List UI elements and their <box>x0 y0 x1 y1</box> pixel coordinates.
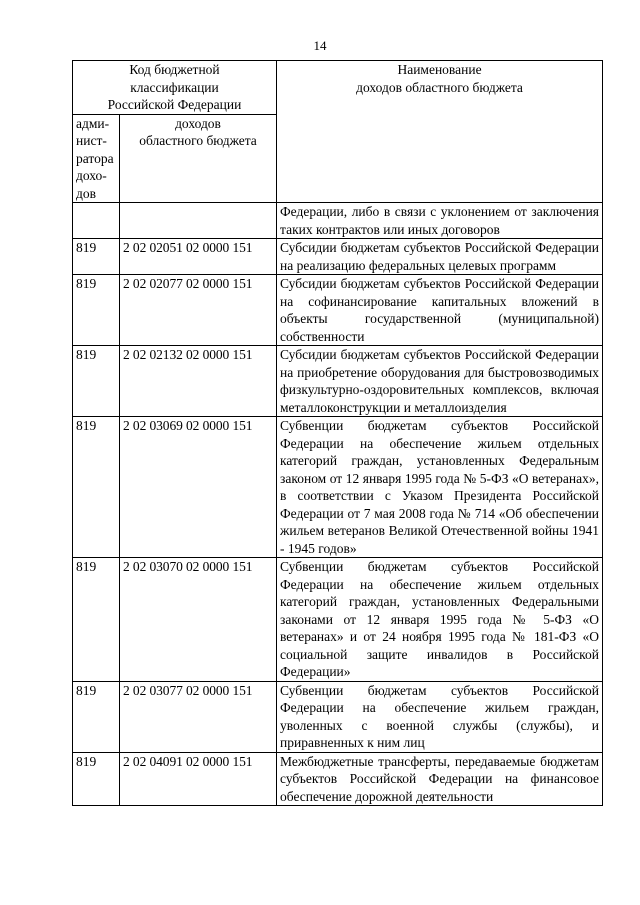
table-row <box>73 558 603 682</box>
table-row <box>73 239 603 275</box>
income-code-cell: 2 02 02051 02 0000 151 <box>120 239 277 275</box>
header-income-column-label: доходов областного бюджета <box>139 115 257 148</box>
table-body <box>73 203 603 806</box>
income-code-cell: 2 02 03069 02 0000 151 <box>120 417 277 558</box>
table-row <box>73 681 603 752</box>
header-name-column-label: Наименование доходов областного бюджета <box>356 62 523 95</box>
admin-code-cell: 819 <box>73 239 120 275</box>
admin-code-cell: 819 <box>73 417 120 558</box>
table-row <box>73 346 603 417</box>
income-name-cell: Субвенции бюджетам субъектов Российской Федерации на обеспечение жильем граждан, уволенных с военной службы (службы), и приравненных к ним лиц <box>277 681 603 752</box>
income-name-cell: Межбюджетные трансферты, передаваемые бюджетам субъектов Российской Федерации на финансовое обеспечение дорожной деятельности <box>277 752 603 806</box>
header-row-top <box>73 61 603 115</box>
income-name-cell: Федерации, либо в связи с уклонением от заключения таких контрактов или иных договоров <box>277 203 603 239</box>
admin-code-cell <box>73 203 120 239</box>
header-budget-code-group <box>73 61 277 115</box>
table-header <box>73 61 603 203</box>
header-budget-code-group-label: Код бюджетной классификации Российской Федерации <box>107 62 242 112</box>
income-name-cell: Субвенции бюджетам субъектов Российской Федерации на обеспечение жильем отдельных категорий граждан, установленных Федеральными законами от 12 января 1995 года № 5-ФЗ «О ветеранах» и от 24 ноября 1995 года № 181-ФЗ «О социальной защите инвалидов в Российской Федерации» <box>277 558 603 682</box>
income-code-cell: 2 02 03077 02 0000 151 <box>120 681 277 752</box>
admin-code-cell: 819 <box>73 275 120 346</box>
income-name-cell: Субсидии бюджетам субъектов Российской Федерации на реализацию федеральных целевых программ <box>277 239 603 275</box>
admin-code-cell: 819 <box>73 752 120 806</box>
income-name-cell: Субвенции бюджетам субъектов Российской Федерации на обеспечение жильем отдельных категорий граждан, установленных Федеральным законом от 12 января 1995 года № 5-ФЗ «О ветеранах», в соответствии с Указом Президента Российской Федерации от 7 мая 2008 года № 714 «Об обеспечении жильем ветеранов Великой Отечественной войны 1941 - 1945 годов» <box>277 417 603 558</box>
income-code-cell: 2 02 02077 02 0000 151 <box>120 275 277 346</box>
admin-code-cell: 819 <box>73 558 120 682</box>
income-code-cell <box>120 203 277 239</box>
admin-code-cell: 819 <box>73 346 120 417</box>
page-number: 14 <box>313 38 327 53</box>
admin-code-cell: 819 <box>73 681 120 752</box>
header-name-column <box>277 61 603 203</box>
budget-classification-table <box>72 60 603 806</box>
table-row <box>73 275 603 346</box>
header-admin-column <box>73 114 120 203</box>
income-code-cell: 2 02 03070 02 0000 151 <box>120 558 277 682</box>
header-admin-column-label: адми- нист- ратора дохо- дов <box>76 115 114 201</box>
income-code-cell: 2 02 02132 02 0000 151 <box>120 346 277 417</box>
header-income-column <box>120 114 277 203</box>
table-row <box>73 417 603 558</box>
table-row <box>73 203 603 239</box>
income-name-cell: Субсидии бюджетам субъектов Российской Федерации на приобретение оборудования для быстровозводимых физкультурно-оздоровительных комплексов, включая металлоконструкции и металлоизделия <box>277 346 603 417</box>
income-code-cell: 2 02 04091 02 0000 151 <box>120 752 277 806</box>
table-row <box>73 752 603 806</box>
income-name-cell: Субсидии бюджетам субъектов Российской Федерации на софинансирование капитальных вложений в объекты государственной (муниципальной) собственности <box>277 275 603 346</box>
